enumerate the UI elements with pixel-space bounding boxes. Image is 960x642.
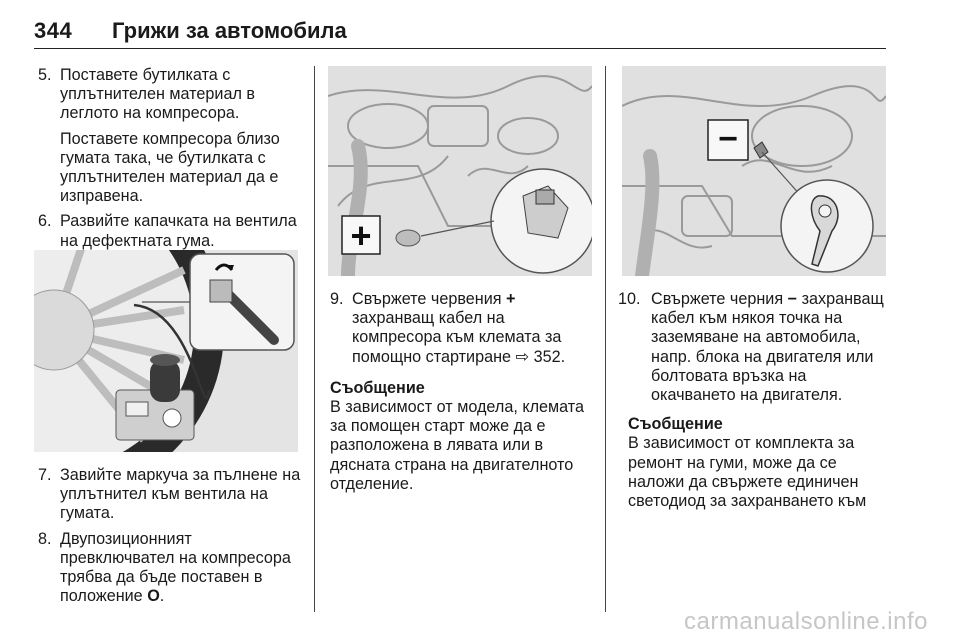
step-number: 9. bbox=[330, 290, 344, 308]
step-7 bbox=[38, 466, 306, 524]
page-number: 344 bbox=[34, 18, 73, 43]
step-text: Развийте капачката на вентила на дефектната гума. bbox=[60, 212, 297, 250]
switch-position-symbol: O bbox=[147, 587, 160, 606]
step-9 bbox=[330, 290, 596, 367]
step-text bbox=[651, 290, 892, 405]
plus-symbol: + bbox=[506, 290, 516, 308]
chapter-title: Грижи за автомобила bbox=[112, 18, 347, 43]
tyre-compressor-illustration bbox=[34, 250, 298, 452]
step-text: Поставете бутилката с уплътнителен материал в леглото на компресора. bbox=[60, 66, 255, 123]
note-title: Съобщение bbox=[330, 378, 425, 397]
column-2-text bbox=[330, 290, 596, 494]
step-8-end: . bbox=[159, 587, 165, 606]
step-8-text: Двупозиционният превключвател на компресора трябва да бъде поставен в положение bbox=[60, 529, 291, 606]
step-10-text-a: Свържете черния bbox=[651, 290, 784, 308]
step-number: 6. bbox=[38, 212, 52, 231]
note-text: В зависимост от модела, клемата за помощен старт може да е разположена в лявата или в дясната страна на двигателното отделение. bbox=[330, 398, 585, 493]
site-watermark: carmanualsonline.info bbox=[684, 608, 928, 635]
step-number: 5. bbox=[38, 66, 52, 84]
column-3-text bbox=[618, 290, 892, 511]
page-reference[interactable]: 352. bbox=[533, 347, 566, 366]
step-text bbox=[60, 530, 306, 607]
step-10 bbox=[618, 290, 892, 405]
note-title: Съобщение bbox=[628, 415, 723, 434]
step-5 bbox=[38, 66, 306, 124]
step-text bbox=[352, 290, 596, 367]
step-6 bbox=[38, 212, 306, 250]
note-text: В зависимост от комплекта за ремонт на гуми, може да се наложи да свържете единичен светодиод за захранването към bbox=[628, 434, 867, 511]
step-10-text-b: захранващ кабел към някоя точка на заземяване на автомобила, напр. блока на двигателя или болтовата връзка на окачването на двигателя. bbox=[651, 290, 884, 405]
page-header bbox=[34, 14, 886, 49]
note-block bbox=[618, 415, 892, 511]
minus-terminal-label: − bbox=[718, 120, 738, 158]
column-1-top bbox=[38, 66, 306, 251]
step-number: 8. bbox=[38, 529, 52, 548]
column-divider-right bbox=[605, 66, 606, 612]
minus-symbol: − bbox=[787, 290, 798, 308]
step-number: 7. bbox=[38, 466, 52, 484]
page-reference-arrow-icon: ⇨ bbox=[515, 347, 530, 366]
step-9-text-a: Свържете червения bbox=[352, 290, 502, 308]
step-5-paragraph: Поставете компресора близо гумата така, че бутилката с уплътнителен материал да е изправена. bbox=[60, 129, 280, 206]
step-8 bbox=[38, 530, 306, 607]
engine-bay-ground-point-illustration bbox=[622, 66, 886, 276]
engine-bay-plus-terminal-illustration bbox=[328, 66, 592, 276]
step-number: 10. bbox=[618, 290, 641, 308]
column-divider-left bbox=[314, 66, 315, 612]
column-1-bottom bbox=[38, 466, 306, 606]
plus-terminal-label: + bbox=[350, 215, 372, 256]
step-text: Завийте маркуча за пълнене на уплътнител към вентила на гумата. bbox=[60, 466, 301, 523]
step-9-text-b: захранващ кабел на компресора към клемата за помощно стартиране bbox=[352, 309, 562, 366]
